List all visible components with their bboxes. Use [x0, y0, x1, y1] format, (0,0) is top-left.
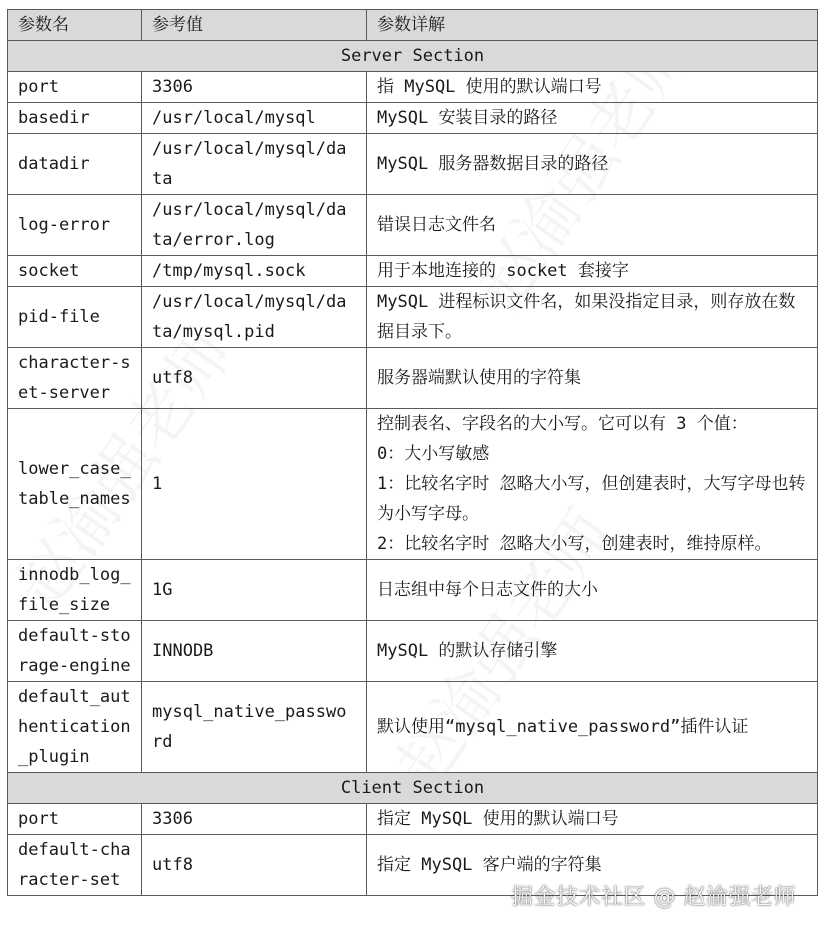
table-row	[8, 195, 818, 256]
param-value-cell: 1G	[142, 560, 367, 621]
param-desc-line: 用于本地连接的 socket 套接字	[377, 261, 629, 281]
param-desc-cell	[367, 287, 818, 348]
param-name-cell: lower_case_table_names	[8, 409, 142, 560]
table-row	[8, 409, 818, 560]
param-value-cell: /tmp/mysql.sock	[142, 256, 367, 287]
param-desc-cell	[367, 103, 818, 134]
param-value-cell: 1	[142, 409, 367, 560]
param-name-cell: log-error	[8, 195, 142, 256]
param-desc-line: 0：大小写敏感	[377, 444, 490, 464]
section-row	[8, 41, 818, 72]
param-name-cell: basedir	[8, 103, 142, 134]
header-param-detail: 参数详解	[367, 10, 818, 41]
header-row	[8, 10, 818, 41]
param-name-cell: default-character-set	[8, 835, 142, 896]
header-reference-value: 参考值	[142, 10, 367, 41]
param-desc-cell	[367, 134, 818, 195]
param-value-cell: mysql_native_password	[142, 682, 367, 773]
param-name-cell: default-storage-engine	[8, 621, 142, 682]
param-value-cell: INNODB	[142, 621, 367, 682]
table-row	[8, 256, 818, 287]
table-row	[8, 134, 818, 195]
param-name-cell: port	[8, 804, 142, 835]
param-value-cell: /usr/local/mysql/data/mysql.pid	[142, 287, 367, 348]
param-name-cell: datadir	[8, 134, 142, 195]
param-desc-line: 默认使用“mysql_native_password”插件认证	[377, 717, 749, 737]
table-row	[8, 560, 818, 621]
table-row	[8, 682, 818, 773]
param-value-cell: 3306	[142, 804, 367, 835]
table-row	[8, 72, 818, 103]
section-title: Server Section	[8, 41, 818, 72]
param-desc-line: 日志组中每个日志文件的大小	[377, 580, 598, 600]
param-desc-cell	[367, 682, 818, 773]
header-param-name: 参数名	[8, 10, 142, 41]
param-name-cell: socket	[8, 256, 142, 287]
param-desc-line: 指定 MySQL 使用的默认端口号	[377, 809, 619, 829]
param-value-cell: 3306	[142, 72, 367, 103]
table-row	[8, 804, 818, 835]
param-desc-line: 错误日志文件名	[377, 215, 496, 235]
param-desc-cell	[367, 256, 818, 287]
param-desc-cell	[367, 348, 818, 409]
param-value-cell: /usr/local/mysql/data	[142, 134, 367, 195]
param-value-cell: utf8	[142, 348, 367, 409]
param-desc-line: 控制表名、字段名的大小写。它可以有 3 个值：	[377, 414, 748, 434]
param-name-cell: port	[8, 72, 142, 103]
param-desc-line: MySQL 的默认存储引擎	[377, 641, 558, 661]
param-desc-line: 2：比较名字时 忽略大小写，创建表时，维持原样。	[377, 534, 772, 554]
param-desc-cell	[367, 195, 818, 256]
param-name-cell: innodb_log_file_size	[8, 560, 142, 621]
section-row	[8, 773, 818, 804]
param-desc-line: 指定 MySQL 客户端的字符集	[377, 855, 602, 875]
table-row	[8, 348, 818, 409]
table-header	[8, 10, 818, 41]
param-desc-line: 指 MySQL 使用的默认端口号	[377, 77, 602, 97]
param-desc-line: 服务器端默认使用的字符集	[377, 368, 581, 388]
watermark: 掘金技术社区 @ 赵渝强老师	[511, 885, 796, 910]
param-value-cell: utf8	[142, 835, 367, 896]
table-row	[8, 103, 818, 134]
param-desc-cell	[367, 804, 818, 835]
param-value-cell: /usr/local/mysql/data/error.log	[142, 195, 367, 256]
param-value-cell: /usr/local/mysql	[142, 103, 367, 134]
param-desc-cell	[367, 560, 818, 621]
param-desc-cell	[367, 621, 818, 682]
section-title: Client Section	[8, 773, 818, 804]
param-desc-line: 1：比较名字时 忽略大小写，但创建表时，大写字母也转为小写字母。	[377, 474, 806, 524]
param-desc-line: MySQL 进程标识文件名，如果没指定目录，则存放在数据目录下。	[377, 292, 796, 342]
parameter-table	[7, 9, 818, 896]
table-row	[8, 287, 818, 348]
param-name-cell: pid-file	[8, 287, 142, 348]
table-body	[8, 41, 818, 896]
param-desc-line: MySQL 服务器数据目录的路径	[377, 154, 609, 174]
param-name-cell: default_authentication_plugin	[8, 682, 142, 773]
param-name-cell: character-set-server	[8, 348, 142, 409]
param-desc-line: MySQL 安装目录的路径	[377, 108, 558, 128]
table-row	[8, 621, 818, 682]
param-desc-cell	[367, 72, 818, 103]
param-desc-cell	[367, 409, 818, 560]
